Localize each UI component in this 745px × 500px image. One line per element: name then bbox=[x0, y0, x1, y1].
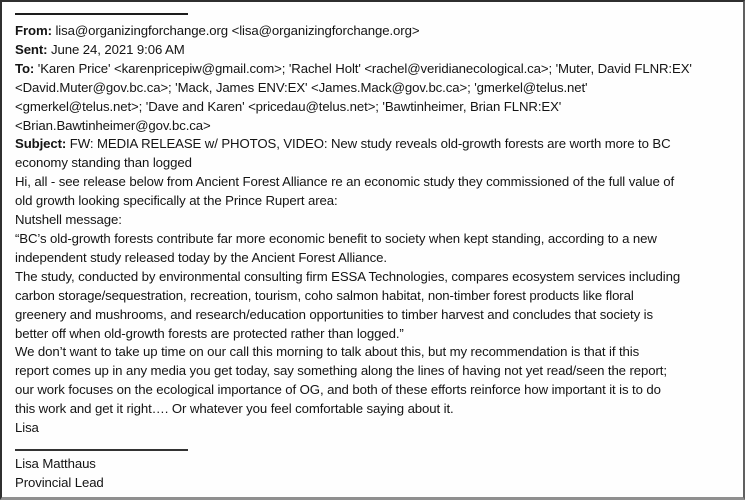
body-line: Nutshell message: bbox=[15, 212, 122, 228]
body-line: report comes up in any media you get today, say something along the lines of having not yet read/seen the report; bbox=[15, 363, 667, 379]
body-line: better off when old-growth forests are protected rather than logged.” bbox=[15, 325, 404, 341]
from-label: From: bbox=[15, 23, 52, 38]
body-line: The study, conducted by environmental consulting firm ESSA Technologies, compares ecosystem services including bbox=[15, 268, 681, 284]
sent-label: Sent: bbox=[15, 41, 48, 57]
signature-title: Provincial Lead bbox=[15, 474, 104, 490]
body-line: “BC’s old-growth forests contribute far more economic benefit to society when kept standing, according to a new bbox=[15, 230, 657, 246]
email-body bbox=[15, 173, 737, 438]
sent-value: June 24, 2021 9:06 AM bbox=[47, 41, 185, 57]
body-line: We don’t want to take up time on our call this morning to talk about this, but my recommendation is that if this bbox=[15, 344, 640, 360]
header-from-row bbox=[15, 22, 737, 41]
subject-label: Subject: bbox=[15, 136, 67, 152]
header-subject-row bbox=[15, 135, 737, 154]
signature-name: Lisa Matthaus bbox=[15, 455, 96, 471]
to-recipients: 'Karen Price' <karenpricepiw@gmail.com>; 'Rachel Holt' <rachel@veridianecological.ca>; 'Muter, David FLNR:EX' bbox=[34, 60, 692, 76]
signature-divider bbox=[15, 449, 188, 451]
subject-value: FW: MEDIA RELEASE w/ PHOTOS, VIDEO: New study reveals old-growth forests are worth more to BC bbox=[66, 136, 671, 152]
header-to-row-continued: <Brian.Bawtinheimer@gov.bc.ca> bbox=[15, 117, 211, 133]
header-sent-row bbox=[15, 41, 737, 60]
header-to-row-continued: <David.Muter@gov.bc.ca>; 'Mack, James ENV:EX' <James.Mack@gov.bc.ca>; 'gmerkel@telus.net' bbox=[15, 79, 588, 95]
body-line: carbon storage/sequestration, recreation, tourism, coho salmon habitat, non-timber forest products like floral bbox=[15, 287, 634, 303]
header-to-row-continued: <gmerkel@telus.net>; 'Dave and Karen' <pricedau@telus.net>; 'Bawtinheimer, Brian FLNR:EX' bbox=[15, 98, 562, 114]
body-line: independent study released today by the Ancient Forest Alliance. bbox=[15, 249, 387, 265]
body-line: old growth looking specifically at the Prince Rupert area: bbox=[15, 193, 338, 209]
body-line: Hi, all - see release below from Ancient Forest Alliance re an economic study they commissioned of the full value of bbox=[15, 174, 675, 190]
to-label: To: bbox=[15, 60, 35, 76]
from-value: lisa@organizingforchange.org <lisa@organizingforchange.org> bbox=[51, 23, 420, 38]
signature-block bbox=[15, 455, 737, 493]
header-to-row bbox=[15, 60, 737, 79]
email-top-divider bbox=[15, 13, 188, 15]
body-sender-name: Lisa bbox=[15, 420, 39, 436]
header-subject-row-continued: economy standing than logged bbox=[15, 155, 192, 171]
body-line: this work and get it right…. Or whatever you feel comfortable saying about it. bbox=[15, 401, 454, 417]
body-line: greenery and mushrooms, and research/education opportunities to timber harvest and concludes that society is bbox=[15, 306, 653, 322]
body-line: our work focuses on the ecological importance of OG, and both of these efforts reinforce how important it is to do bbox=[15, 382, 661, 398]
